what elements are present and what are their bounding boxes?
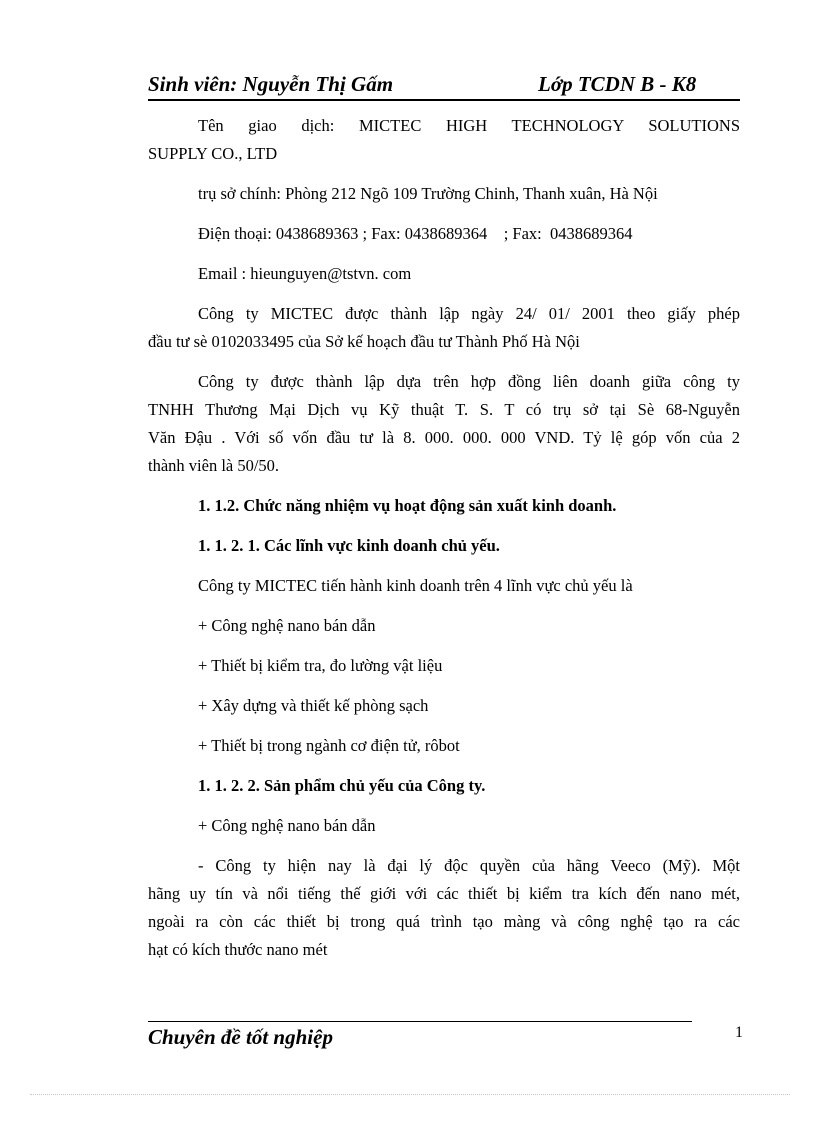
jv-line-4: thành viên là 50/50. [148,456,280,475]
field-item-4: + Thiết bị trong ngành cơ điện tử, rôbot [198,736,460,755]
jv-line-1: Công ty được thành lập dựa trên hợp đồng liên doanh giữa công ty [198,372,740,391]
founded-line-1: Công ty MICTEC được thành lập ngày 24/ 01/ 2001 theo giấy phép [198,304,740,323]
fields-intro: Công ty MICTEC tiến hành kinh doanh trên 4 lĩnh vực chủ yếu là [198,576,633,595]
founded-line-2: đầu tư sè 0102033495 của Sở kế hoạch đầu tư Thành Phố Hà Nội [148,332,580,351]
head-office: trụ sở chính: Phòng 212 Ngõ 109 Trường Chinh, Thanh xuân, Hà Nội [198,184,658,203]
trade-name-line-1: Tên giao dịch: MICTEC HIGH TECHNOLOGY SOLUTIONS [198,116,740,135]
page-bottom-dotted-line [30,1094,790,1095]
veeco-line-3: ngoài ra còn các thiết bị trong quá trình tạo màng và công nghệ tạo ra các [148,912,740,931]
body-text [148,112,740,964]
section-heading-1-1-2: 1. 1.2. Chức năng nhiệm vụ hoạt động sản xuất kinh doanh. [198,496,617,515]
trade-name-line-2: SUPPLY CO., LTD [148,144,278,163]
email: Email : hieunguyen@tstvn. com [198,264,412,283]
header-rule [148,99,740,101]
field-item-3: + Xây dựng và thiết kế phòng sạch [198,696,429,715]
jv-line-2: TNHH Thương Mại Dịch vụ Kỹ thuật T. S. T có trụ sở tại Sè 68-Nguyễn [148,400,740,419]
jv-line-3: Văn Đậu . Với số vốn đầu tư là 8. 000. 000. 000 VND. Tỷ lệ góp vốn của 2 [148,428,740,447]
header-class: Lớp TCDN B - K8 [538,72,697,96]
field-item-1: + Công nghệ nano bán dẫn [198,616,376,635]
footer-title: Chuyên đề tốt nghiệp [148,1025,333,1049]
veeco-line-2: hãng uy tín và nổi tiếng thế giới với các thiết bị kiểm tra kích đến nano mét, [148,884,740,903]
section-heading-1-1-2-1: 1. 1. 2. 1. Các lĩnh vực kinh doanh chủ yếu. [198,536,500,555]
header-student: Sinh viên: Nguyễn Thị Gấm [148,72,394,96]
veeco-line-1: - Công ty hiện nay là đại lý độc quyền của hãng Veeco (Mỹ). Một [198,856,740,875]
veeco-line-4: hạt có kích thước nano mét [148,940,328,959]
field-item-2: + Thiết bị kiểm tra, đo lường vật liệu [198,656,443,675]
phone-fax: Điện thoại: 0438689363 ; Fax: 0438689364 ; Fax: 0438689364 [198,224,633,243]
section-heading-1-1-2-2: 1. 1. 2. 2. Sản phẩm chủ yếu của Công ty. [198,776,486,795]
page-number: 1 [735,1024,743,1041]
product-item-1: + Công nghệ nano bán dẫn [198,816,376,835]
footer-rule [148,1021,692,1022]
